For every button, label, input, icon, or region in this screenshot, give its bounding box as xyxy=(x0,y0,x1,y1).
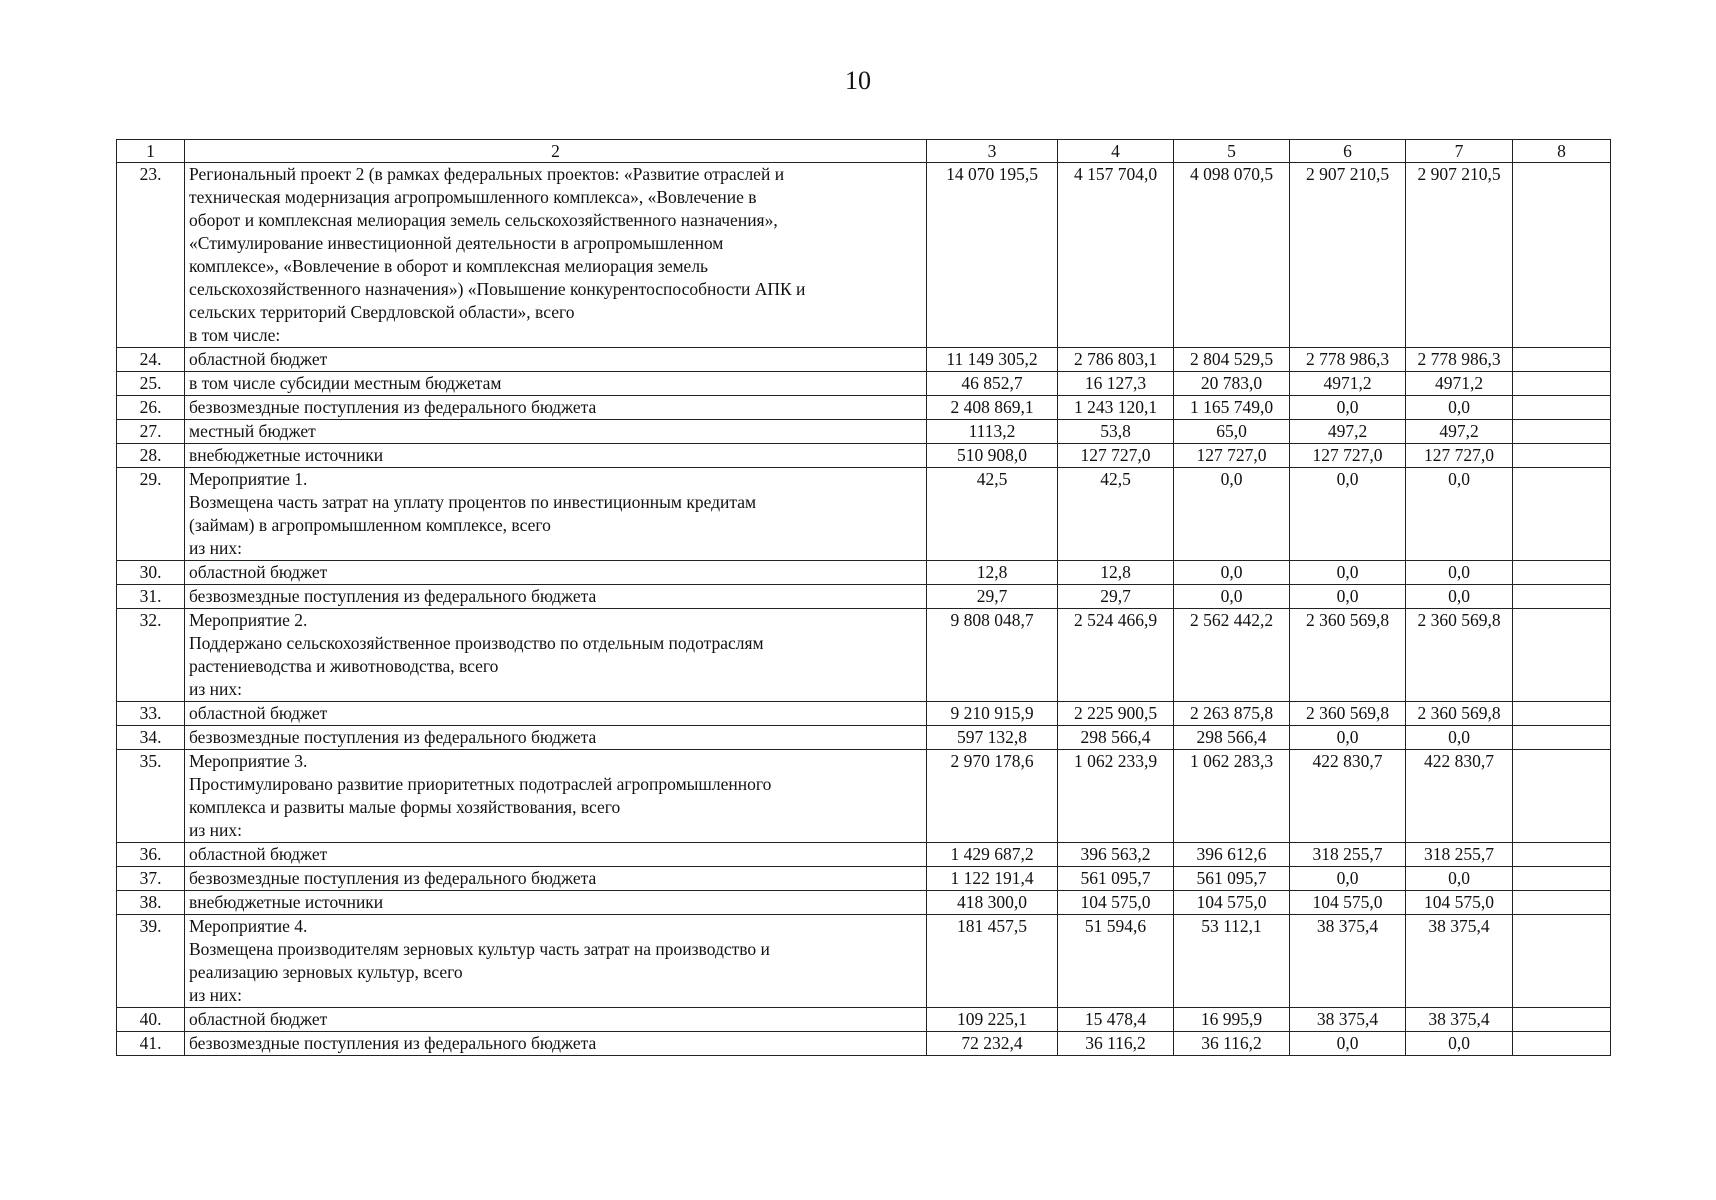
value-col-6: 2 360 569,8 xyxy=(1290,702,1406,726)
row-number: 31. xyxy=(117,585,185,609)
value-col-5: 1 165 749,0 xyxy=(1174,396,1290,420)
row-label: Мероприятие 2. Поддержано сельскохозяйственное производство по отдельным подотраслям растениеводства и животноводства, всего из них: xyxy=(185,609,927,702)
value-col-5: 0,0 xyxy=(1174,561,1290,585)
value-col-3: 2 970 178,6 xyxy=(927,750,1058,843)
value-col-5: 1 062 283,3 xyxy=(1174,750,1290,843)
table-row xyxy=(117,609,1611,702)
value-col-6: 0,0 xyxy=(1290,561,1406,585)
header-col-8: 8 xyxy=(1513,140,1611,163)
row-number: 41. xyxy=(117,1032,185,1056)
header-col-4: 4 xyxy=(1058,140,1174,163)
value-col-7: 2 907 210,5 xyxy=(1406,163,1513,348)
table-row xyxy=(117,420,1611,444)
table-row xyxy=(117,444,1611,468)
value-col-3: 597 132,8 xyxy=(927,726,1058,750)
value-col-3: 29,7 xyxy=(927,585,1058,609)
value-col-6: 0,0 xyxy=(1290,396,1406,420)
value-col-8 xyxy=(1513,396,1611,420)
value-col-4: 127 727,0 xyxy=(1058,444,1174,468)
value-col-6: 497,2 xyxy=(1290,420,1406,444)
value-col-6: 104 575,0 xyxy=(1290,891,1406,915)
row-label: областной бюджет xyxy=(185,1008,927,1032)
value-col-7: 0,0 xyxy=(1406,396,1513,420)
row-label: безвозмездные поступления из федерального бюджета xyxy=(185,396,927,420)
value-col-6: 422 830,7 xyxy=(1290,750,1406,843)
row-number: 37. xyxy=(117,867,185,891)
value-col-4: 1 243 120,1 xyxy=(1058,396,1174,420)
value-col-4: 104 575,0 xyxy=(1058,891,1174,915)
value-col-4: 36 116,2 xyxy=(1058,1032,1174,1056)
value-col-6: 0,0 xyxy=(1290,585,1406,609)
header-col-1: 1 xyxy=(117,140,185,163)
header-row xyxy=(117,140,1611,163)
value-col-4: 42,5 xyxy=(1058,468,1174,561)
value-col-3: 72 232,4 xyxy=(927,1032,1058,1056)
row-number: 34. xyxy=(117,726,185,750)
value-col-6: 0,0 xyxy=(1290,726,1406,750)
row-label: областной бюджет xyxy=(185,843,927,867)
table-body xyxy=(117,163,1611,1056)
value-col-3: 109 225,1 xyxy=(927,1008,1058,1032)
value-col-6: 318 255,7 xyxy=(1290,843,1406,867)
row-label: безвозмездные поступления из федерального бюджета xyxy=(185,585,927,609)
table-row xyxy=(117,702,1611,726)
value-col-7: 2 778 986,3 xyxy=(1406,348,1513,372)
value-col-5: 298 566,4 xyxy=(1174,726,1290,750)
row-number: 26. xyxy=(117,396,185,420)
value-col-7: 38 375,4 xyxy=(1406,915,1513,1008)
value-col-3: 11 149 305,2 xyxy=(927,348,1058,372)
value-col-7: 497,2 xyxy=(1406,420,1513,444)
value-col-3: 510 908,0 xyxy=(927,444,1058,468)
value-col-8 xyxy=(1513,867,1611,891)
row-label: областной бюджет xyxy=(185,702,927,726)
value-col-4: 4 157 704,0 xyxy=(1058,163,1174,348)
row-number: 40. xyxy=(117,1008,185,1032)
value-col-7: 318 255,7 xyxy=(1406,843,1513,867)
value-col-3: 46 852,7 xyxy=(927,372,1058,396)
table-row xyxy=(117,726,1611,750)
value-col-4: 12,8 xyxy=(1058,561,1174,585)
row-number: 24. xyxy=(117,348,185,372)
value-col-5: 65,0 xyxy=(1174,420,1290,444)
value-col-3: 9 808 048,7 xyxy=(927,609,1058,702)
row-number: 33. xyxy=(117,702,185,726)
value-col-6: 38 375,4 xyxy=(1290,915,1406,1008)
row-number: 25. xyxy=(117,372,185,396)
table-row xyxy=(117,867,1611,891)
value-col-3: 181 457,5 xyxy=(927,915,1058,1008)
row-number: 28. xyxy=(117,444,185,468)
value-col-5: 20 783,0 xyxy=(1174,372,1290,396)
value-col-6: 0,0 xyxy=(1290,1032,1406,1056)
value-col-8 xyxy=(1513,1008,1611,1032)
value-col-4: 53,8 xyxy=(1058,420,1174,444)
value-col-8 xyxy=(1513,891,1611,915)
row-label: Мероприятие 1. Возмещена часть затрат на уплату процентов по инвестиционным кредитам (займам) в агропромышленном комплексе, всего из них: xyxy=(185,468,927,561)
value-col-5: 36 116,2 xyxy=(1174,1032,1290,1056)
row-label: областной бюджет xyxy=(185,561,927,585)
value-col-8 xyxy=(1513,420,1611,444)
value-col-4: 1 062 233,9 xyxy=(1058,750,1174,843)
row-number: 38. xyxy=(117,891,185,915)
header-col-6: 6 xyxy=(1290,140,1406,163)
row-number: 36. xyxy=(117,843,185,867)
value-col-4: 396 563,2 xyxy=(1058,843,1174,867)
value-col-5: 2 804 529,5 xyxy=(1174,348,1290,372)
value-col-7: 2 360 569,8 xyxy=(1406,702,1513,726)
value-col-7: 422 830,7 xyxy=(1406,750,1513,843)
value-col-4: 29,7 xyxy=(1058,585,1174,609)
value-col-8 xyxy=(1513,561,1611,585)
value-col-8 xyxy=(1513,726,1611,750)
header-col-2: 2 xyxy=(185,140,927,163)
row-number: 39. xyxy=(117,915,185,1008)
value-col-6: 0,0 xyxy=(1290,468,1406,561)
value-col-5: 127 727,0 xyxy=(1174,444,1290,468)
value-col-8 xyxy=(1513,348,1611,372)
table-row xyxy=(117,348,1611,372)
value-col-7: 4971,2 xyxy=(1406,372,1513,396)
value-col-8 xyxy=(1513,585,1611,609)
page-number: 10 xyxy=(845,66,871,95)
value-col-7: 0,0 xyxy=(1406,585,1513,609)
table-row xyxy=(117,468,1611,561)
header-col-3: 3 xyxy=(927,140,1058,163)
budget-table xyxy=(116,139,1611,1056)
value-col-8 xyxy=(1513,750,1611,843)
value-col-4: 2 786 803,1 xyxy=(1058,348,1174,372)
value-col-5: 53 112,1 xyxy=(1174,915,1290,1008)
row-label: внебюджетные источники xyxy=(185,891,927,915)
value-col-4: 561 095,7 xyxy=(1058,867,1174,891)
value-col-3: 42,5 xyxy=(927,468,1058,561)
value-col-6: 2 778 986,3 xyxy=(1290,348,1406,372)
value-col-8 xyxy=(1513,444,1611,468)
table-row xyxy=(117,163,1611,348)
row-label: местный бюджет xyxy=(185,420,927,444)
value-col-4: 16 127,3 xyxy=(1058,372,1174,396)
row-number: 23. xyxy=(117,163,185,348)
row-label: Региональный проект 2 (в рамках федеральных проектов: «Развитие отраслей и техническая модернизация агропромышленного комплекса», «Вовлечение в оборот и комплексная мелиорация земель сельскохозяйственного назначения», «Стимулирование инвестиционной деятельности в агропромышленном комплексе», «Вовлечение в оборот и комплексная мелиорация земель сельскохозяйственного назначения») «Повышение конкурентоспособности АПК и сельских территорий Свердловской области», всего в том числе: xyxy=(185,163,927,348)
table-row xyxy=(117,561,1611,585)
value-col-5: 104 575,0 xyxy=(1174,891,1290,915)
table-row xyxy=(117,891,1611,915)
value-col-5: 561 095,7 xyxy=(1174,867,1290,891)
value-col-8 xyxy=(1513,843,1611,867)
value-col-5: 396 612,6 xyxy=(1174,843,1290,867)
row-label: областной бюджет xyxy=(185,348,927,372)
row-label: безвозмездные поступления из федерального бюджета xyxy=(185,726,927,750)
row-label: безвозмездные поступления из федерального бюджета xyxy=(185,867,927,891)
value-col-8 xyxy=(1513,609,1611,702)
value-col-8 xyxy=(1513,372,1611,396)
value-col-3: 9 210 915,9 xyxy=(927,702,1058,726)
value-col-7: 38 375,4 xyxy=(1406,1008,1513,1032)
value-col-3: 1 122 191,4 xyxy=(927,867,1058,891)
value-col-8 xyxy=(1513,163,1611,348)
value-col-4: 2 225 900,5 xyxy=(1058,702,1174,726)
value-col-5: 0,0 xyxy=(1174,468,1290,561)
value-col-3: 1 429 687,2 xyxy=(927,843,1058,867)
table-row xyxy=(117,915,1611,1008)
row-label: внебюджетные источники xyxy=(185,444,927,468)
row-number: 27. xyxy=(117,420,185,444)
row-number: 35. xyxy=(117,750,185,843)
value-col-6: 0,0 xyxy=(1290,867,1406,891)
row-label: Мероприятие 3. Простимулировано развитие приоритетных подотраслей агропромышленного комплекса и развиты малые формы хозяйствования, всего из них: xyxy=(185,750,927,843)
row-number: 32. xyxy=(117,609,185,702)
value-col-6: 4971,2 xyxy=(1290,372,1406,396)
row-number: 29. xyxy=(117,468,185,561)
value-col-7: 0,0 xyxy=(1406,468,1513,561)
value-col-8 xyxy=(1513,702,1611,726)
value-col-5: 2 562 442,2 xyxy=(1174,609,1290,702)
value-col-3: 1113,2 xyxy=(927,420,1058,444)
value-col-7: 0,0 xyxy=(1406,1032,1513,1056)
value-col-6: 38 375,4 xyxy=(1290,1008,1406,1032)
table-row xyxy=(117,750,1611,843)
value-col-6: 2 360 569,8 xyxy=(1290,609,1406,702)
row-label: в том числе субсидии местным бюджетам xyxy=(185,372,927,396)
table-row xyxy=(117,585,1611,609)
value-col-4: 2 524 466,9 xyxy=(1058,609,1174,702)
table-row xyxy=(117,1008,1611,1032)
value-col-4: 298 566,4 xyxy=(1058,726,1174,750)
value-col-3: 2 408 869,1 xyxy=(927,396,1058,420)
value-col-6: 2 907 210,5 xyxy=(1290,163,1406,348)
table-row xyxy=(117,1032,1611,1056)
value-col-5: 2 263 875,8 xyxy=(1174,702,1290,726)
value-col-4: 15 478,4 xyxy=(1058,1008,1174,1032)
value-col-7: 2 360 569,8 xyxy=(1406,609,1513,702)
table-row xyxy=(117,372,1611,396)
value-col-7: 127 727,0 xyxy=(1406,444,1513,468)
header-col-5: 5 xyxy=(1174,140,1290,163)
value-col-3: 14 070 195,5 xyxy=(927,163,1058,348)
value-col-4: 51 594,6 xyxy=(1058,915,1174,1008)
value-col-8 xyxy=(1513,468,1611,561)
value-col-3: 418 300,0 xyxy=(927,891,1058,915)
value-col-5: 16 995,9 xyxy=(1174,1008,1290,1032)
value-col-7: 0,0 xyxy=(1406,726,1513,750)
value-col-8 xyxy=(1513,915,1611,1008)
value-col-3: 12,8 xyxy=(927,561,1058,585)
value-col-7: 0,0 xyxy=(1406,561,1513,585)
header-col-7: 7 xyxy=(1406,140,1513,163)
value-col-5: 4 098 070,5 xyxy=(1174,163,1290,348)
table-row xyxy=(117,396,1611,420)
table-row xyxy=(117,843,1611,867)
row-number: 30. xyxy=(117,561,185,585)
value-col-7: 0,0 xyxy=(1406,867,1513,891)
row-label: Мероприятие 4. Возмещена производителям зерновых культур часть затрат на производство и реализацию зерновых культур, всего из них: xyxy=(185,915,927,1008)
value-col-6: 127 727,0 xyxy=(1290,444,1406,468)
row-label: безвозмездные поступления из федерального бюджета xyxy=(185,1032,927,1056)
value-col-7: 104 575,0 xyxy=(1406,891,1513,915)
value-col-5: 0,0 xyxy=(1174,585,1290,609)
value-col-8 xyxy=(1513,1032,1611,1056)
